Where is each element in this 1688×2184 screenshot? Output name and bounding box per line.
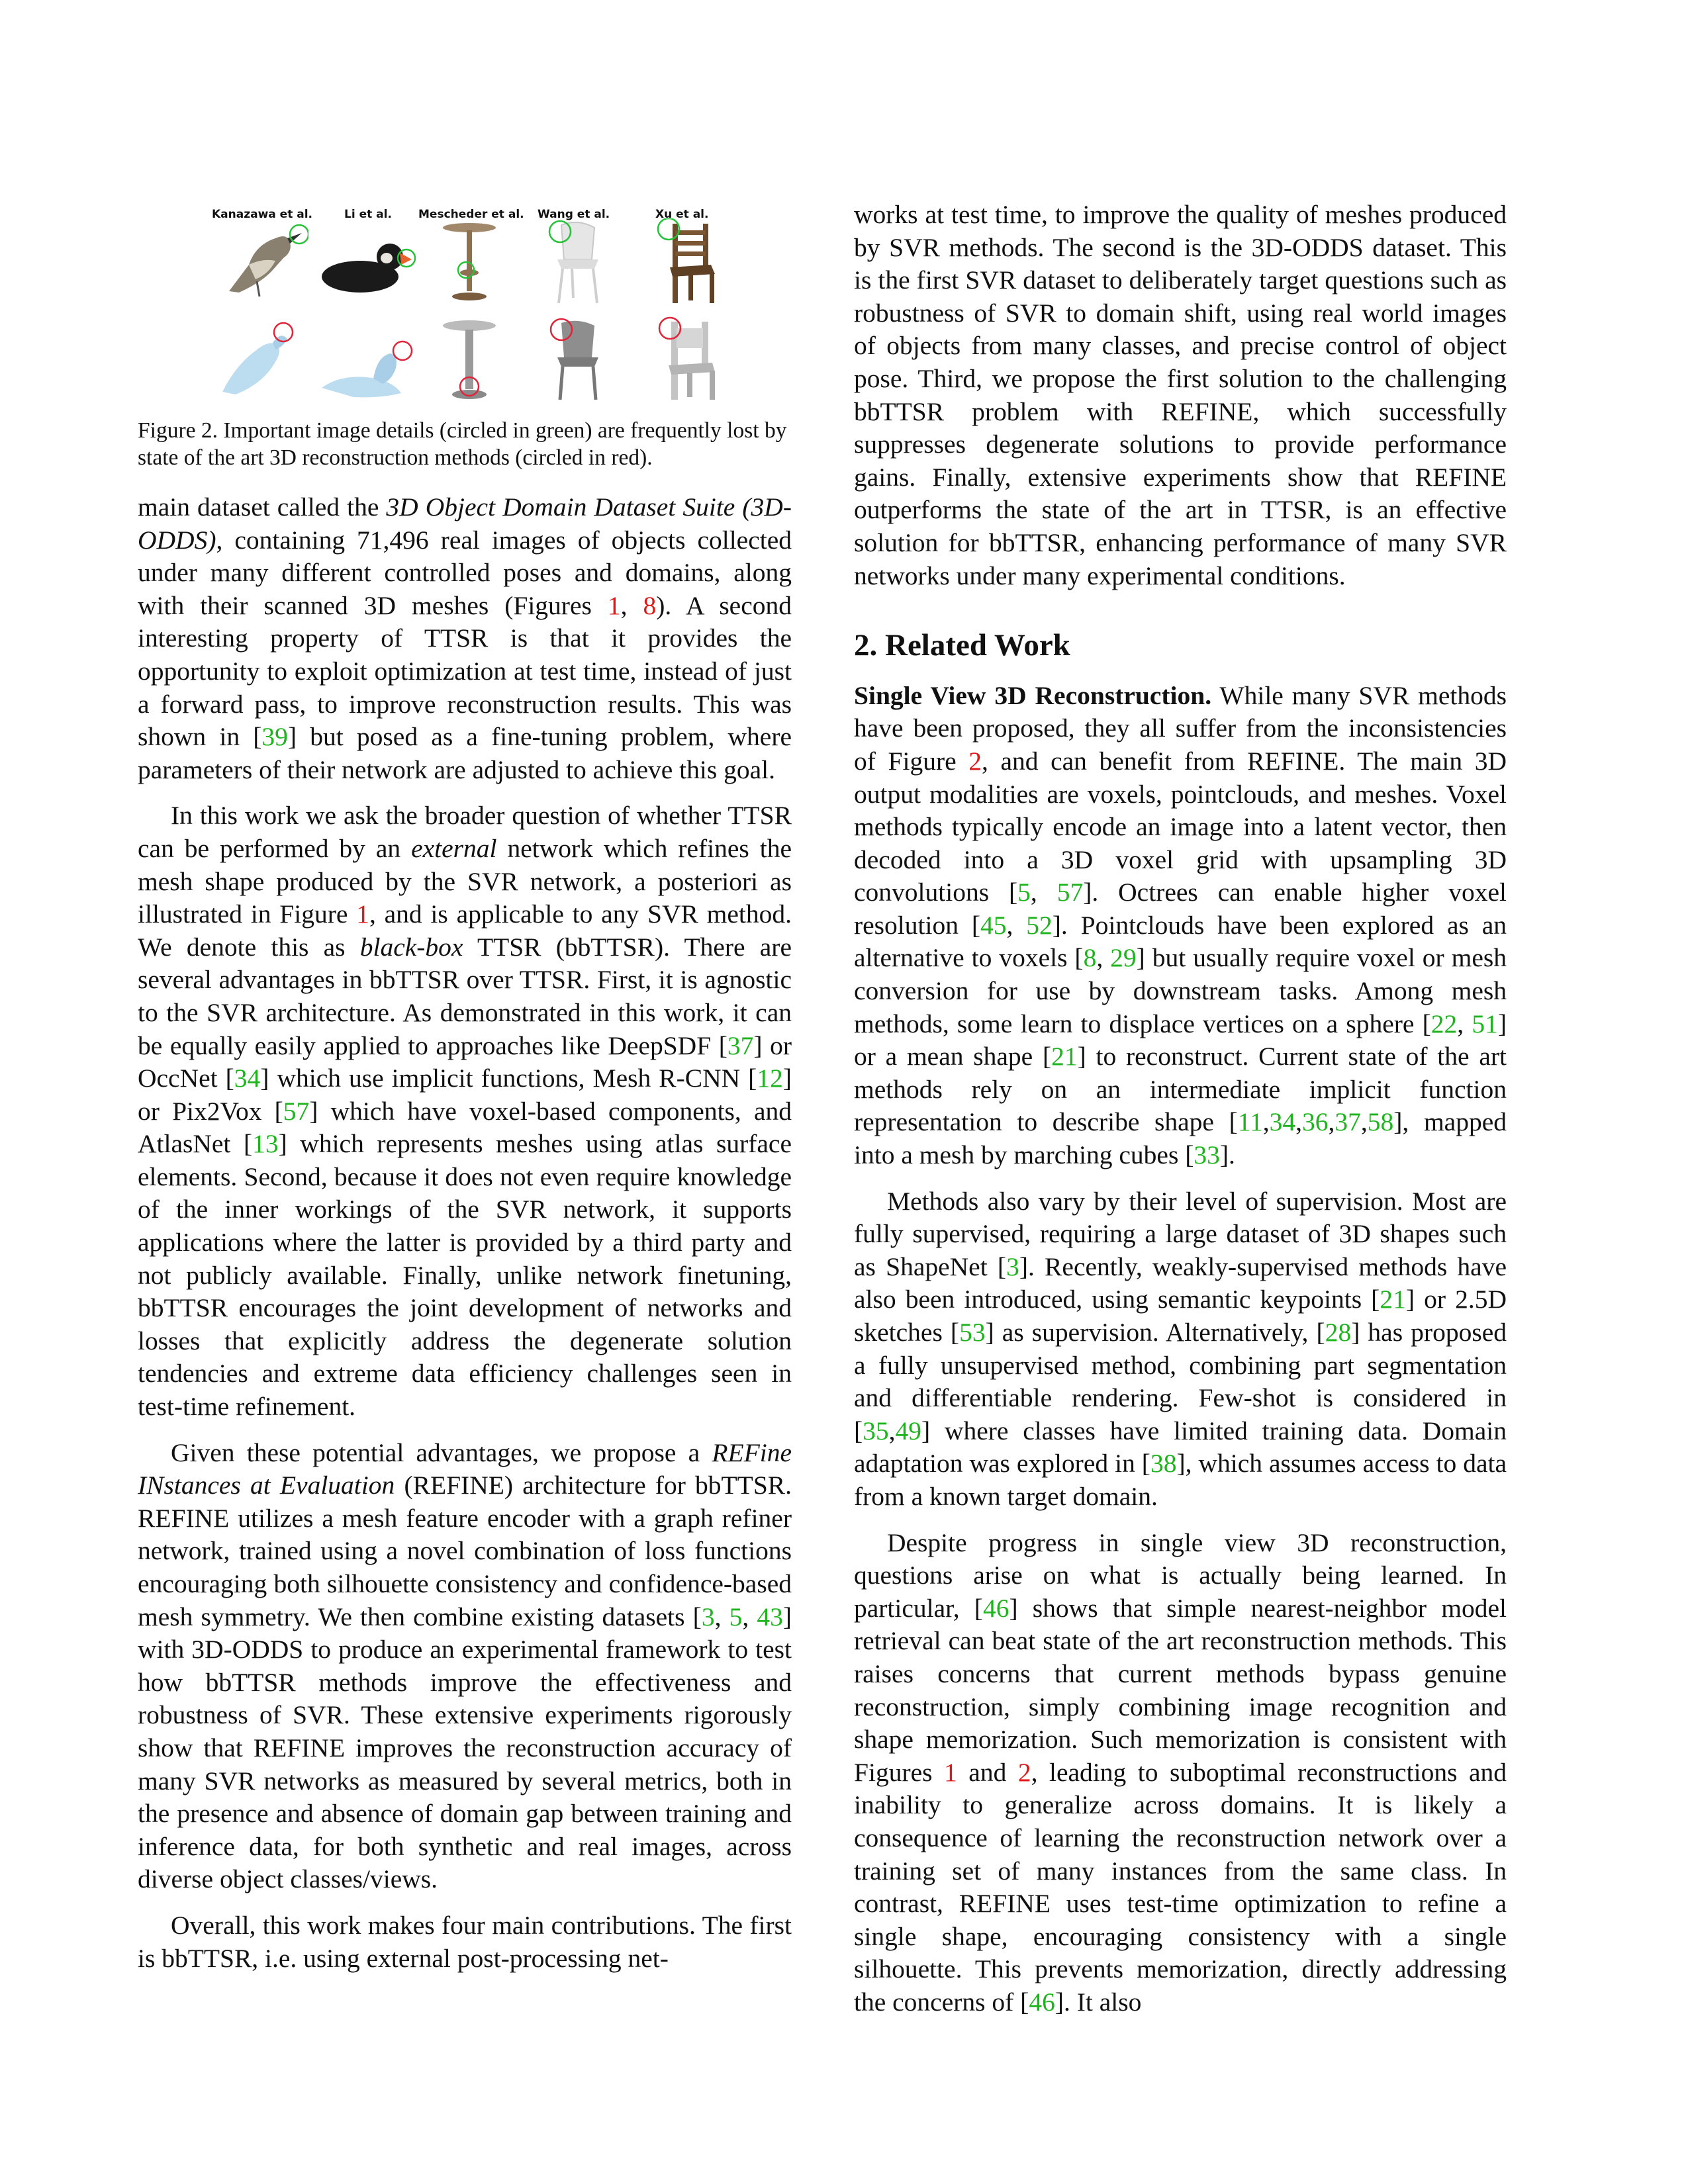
lamp-reconstruction-image — [433, 315, 506, 404]
citation-link[interactable]: 34 — [234, 1064, 261, 1093]
citation-link[interactable]: 5 — [729, 1602, 743, 1631]
figure-label-wang: Wang et al. — [538, 208, 610, 221]
citation-link[interactable]: 53 — [959, 1318, 986, 1347]
citation-link[interactable]: 38 — [1150, 1449, 1177, 1479]
white-chair-photo-image — [541, 218, 614, 308]
right-column — [854, 199, 1507, 2019]
citation-link[interactable]: 57 — [283, 1096, 310, 1126]
figure-reference[interactable]: 1 — [607, 590, 621, 620]
citation-link[interactable]: 5 — [1017, 878, 1031, 907]
citation-link[interactable]: 58 — [1367, 1107, 1394, 1137]
citation-link[interactable]: 37 — [727, 1030, 754, 1060]
left-paragraph-2: In this work we ask the broader question of whether TTSR can be performed by an external network which refines the mesh shape produced by the SVR network, a posteriori as illustrated in Figure 1, and is applicable to any SVR method. We denote this as black-box TTSR (bbTTSR). There are several advantages in bbTTSR over TTSR. First, it is agnostic to the SVR architecture. As demonstrated in this work, it can be equally easily applied to approaches like DeepSDF [37] or OccNet [34] which use implicit functions, Mesh R-CNN [12] or Pix2Vox [57] which have voxel-based components, and AtlasNet [13] which represents meshes using atlas surface elements. Second, because it does not even require knowledge of the inner workings of the SVR network, it supports applications where the latter is provided by a third party and not publicly available. Finally, unlike network finetuning, bbTTSR encourages the joint development of networks and losses that explicitly address the degenerate solution tendencies and extreme data efficiency challenges seen in test-time refinement. — [138, 801, 792, 1422]
citation-link[interactable]: 21 — [1380, 1285, 1406, 1314]
citation-link[interactable]: 46 — [1029, 1987, 1055, 2017]
citation-link[interactable]: 49 — [895, 1416, 922, 1445]
citation-link[interactable]: 13 — [252, 1129, 279, 1159]
citation-link[interactable]: 21 — [1051, 1042, 1078, 1071]
figure-2-caption: Figure 2. Important image details (circled in green) are frequently lost by state of the art 3D reconstruction methods (circled in red). — [138, 418, 787, 470]
bird-reconstruction-image — [209, 312, 308, 402]
citation-link[interactable]: 3 — [701, 1602, 715, 1631]
figure-label-li: Li et al. — [344, 208, 392, 221]
citation-link[interactable]: 8 — [1083, 943, 1097, 973]
citation-link[interactable]: 45 — [980, 910, 1007, 940]
puffin-photo-image — [314, 225, 416, 298]
section-heading: 2. Related Work — [854, 628, 1070, 663]
figure-2 — [138, 199, 792, 410]
right-paragraph-3: Methods also vary by their level of supervision. Most are fully supervised, requiring a large dataset of 3D shapes such as ShapeNet [3]. Recently, weakly-supervised methods have also been introduced, using semantic keypoints [21] or 2.5D sketches [53] as supervision. Alternatively, [28] has proposed a fully unsupervised method, combining part segmentation and differentiable rendering. Few-shot is considered in [35,49] where classes have limited training data. Domain adaptation was explored in [38], which assumes access to data from a known target domain. — [854, 1186, 1507, 1511]
citation-link[interactable]: 36 — [1302, 1107, 1329, 1137]
citation-link[interactable]: 39 — [261, 722, 288, 752]
figure-label-mescheder: Mescheder et al. — [418, 208, 524, 221]
wooden-chair-reconstruction-image — [654, 315, 727, 404]
citation-link[interactable]: 35 — [863, 1416, 889, 1445]
right-paragraph-4: Despite progress in single view 3D reconstruction, questions arise on what is actually being learned. In particular, [46] shows that simple nearest-neighbor model retrieval can beat state of the art reconstruction methods. This raises concerns that current methods bypass genuine reconstruction, simply combining image recognition and shape memorization. Such memorization is consistent with Figures 1 and 2, leading to suboptimal reconstructions and inability to generalize across domains. It is likely a consequence of learning the reconstruction network over a training set of many instances from the same class. In contrast, REFINE uses test-time optimization to refine a single shape, encouraging consistency with a single silhouette. This prevents memorization, directly addressing the concerns of [46]. It also — [854, 1527, 1507, 2017]
citation-link[interactable]: 33 — [1194, 1140, 1220, 1170]
citation-link[interactable]: 22 — [1430, 1009, 1458, 1038]
figure-label-xu: Xu et al. — [655, 208, 709, 221]
citation-link[interactable]: 12 — [757, 1064, 783, 1093]
figure-label-kanazawa: Kanazawa et al. — [212, 208, 313, 221]
left-column — [138, 199, 792, 1975]
left-paragraph-3: Given these potential advantages, we propose a REFine INstances at Evaluation (REFINE) architecture for bbTTSR. REFINE utilizes a mesh feature encoder with a graph refiner network, trained using a novel combination of loss functions encouraging both silhouette consistency and confidence-based mesh symmetry. We then combine existing datasets [3, 5, 43] with 3D-ODDS to produce an experimental framework to test how bbTTSR methods improve the effectiveness and robustness of SVR. These extensive experiments rigorously show that REFINE improves the reconstruction accuracy of many SVR networks as measured by several metrics, both in the presence and absence of domain gap between training and inference data, for both synthetic and real images, across diverse object classes/views. — [138, 1437, 792, 1894]
white-chair-reconstruction-image — [541, 315, 614, 404]
lamp-photo-image — [433, 218, 506, 304]
bird-photo-image — [209, 218, 308, 301]
left-paragraph-4: Overall, this work makes four main contributions. The first is bbTTSR, i.e. using external post-processing net- — [138, 1910, 792, 1973]
figure-reference[interactable]: 8 — [643, 590, 657, 620]
left-paragraph-1: main dataset called the 3D Object Domain Dataset Suite (3D-ODDS), containing 71,496 real images of objects collected under many different controlled poses and domains, along with their scanned 3D meshes (Figures 1, 8). A second interesting property of TTSR is that it provides the opportunity to exploit optimization at test time, instead of just a forward pass, to improve reconstruction results. This was shown in [39] but posed as a fine-tuning problem, where parameters of their network are adjusted to achieve this goal. — [138, 492, 792, 784]
citation-link[interactable]: 11 — [1237, 1107, 1263, 1137]
figure-reference[interactable]: 1 — [944, 1757, 957, 1787]
citation-link[interactable]: 28 — [1325, 1318, 1352, 1347]
run-in-heading: Single View 3D Reconstruction. — [854, 680, 1212, 710]
citation-link[interactable]: 43 — [757, 1602, 783, 1631]
citation-link[interactable]: 3 — [1006, 1251, 1019, 1281]
citation-link[interactable]: 34 — [1269, 1107, 1296, 1137]
figure-reference[interactable]: 2 — [1017, 1757, 1031, 1787]
citation-link[interactable]: 29 — [1110, 943, 1137, 973]
citation-link[interactable]: 46 — [982, 1593, 1009, 1623]
right-paragraph-2: Single View 3D Reconstruction. While many SVR methods have been proposed, they all suffer from the inconsistencies of Figure 2, and can benefit from REFINE. The main 3D output modalities are voxels, pointclouds, and meshes. Voxel methods typically encode an image into a latent vector, then decoded into a 3D voxel grid with upsampling 3D convolutions [5, 57]. Octrees can enable higher voxel resolution [45, 52]. Pointclouds have been explored as an alternative to voxels [8, 29] but usually require voxel or mesh conversion for use by downstream tasks. Among mesh methods, some learn to displace vertices on a sphere [22, 51] or a mean shape [21] to reconstruct. Current state of the art methods rely on an intermediate implicit function representation to describe shape [11,34,36,37,58], mapped into a mesh by marching cubes [33]. — [854, 680, 1507, 1170]
citation-link[interactable]: 52 — [1026, 910, 1053, 940]
citation-link[interactable]: 37 — [1335, 1107, 1361, 1137]
right-paragraph-1: works at test time, to improve the quality of meshes produced by SVR methods. The second is the 3D-ODDS dataset. This is the first SVR dataset to deliberately target questions such as robustness of SVR to domain shift, using real world images of objects from many classes, and precise control of object pose. Third, we propose the first solution to the challenging bbTTSR problem with REFINE, which successfully suppresses degenerate solutions to provide performance gains. Finally, extensive experiments show that REFINE outperforms the state of the art in TTSR, is an effective solution for bbTTSR, enhancing performance of many SVR networks under many experimental conditions. — [854, 200, 1507, 590]
figure-reference[interactable]: 2 — [968, 746, 982, 776]
citation-link[interactable]: 57 — [1056, 878, 1084, 907]
puffin-reconstruction-image — [314, 319, 416, 402]
wooden-chair-photo-image — [654, 218, 727, 308]
citation-link[interactable]: 51 — [1472, 1009, 1498, 1038]
figure-reference[interactable]: 1 — [356, 899, 369, 929]
